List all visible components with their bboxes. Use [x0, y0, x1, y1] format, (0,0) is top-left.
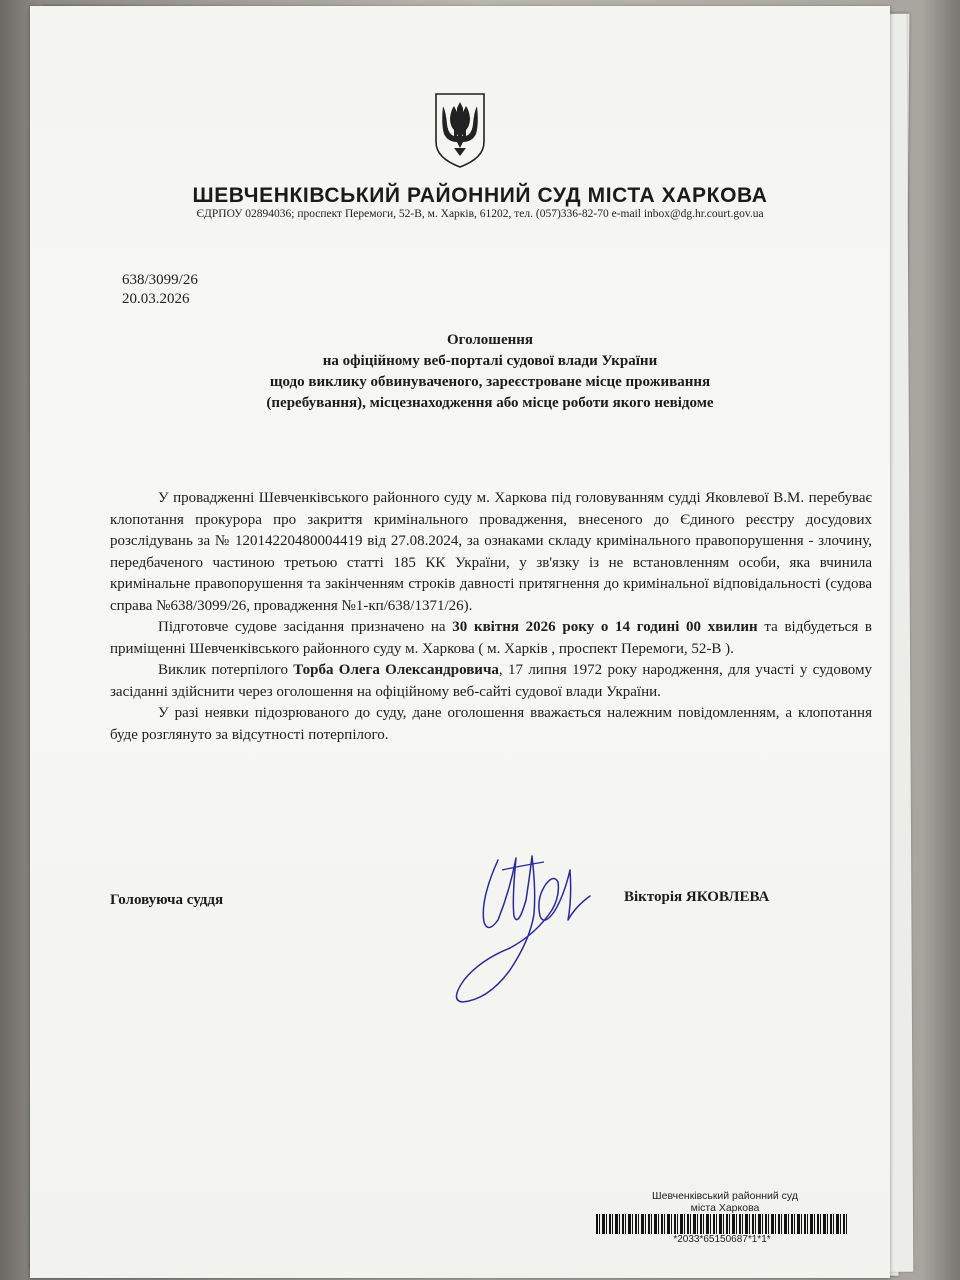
- registry-stamp: [600, 1190, 850, 1214]
- victim-name: Торба Олега Олександровича: [293, 662, 499, 678]
- stamp-line: міста Харкова: [690, 1202, 760, 1214]
- barcode-icon: [596, 1214, 848, 1234]
- stamp-line: Шевченківський районний суд: [652, 1190, 798, 1202]
- paragraph-warning: У разі неявки підозрюваного до суду, дане оголошення вважається належним повідомленням, а клопотання буде розглянуто за відсутності потерпілого.: [110, 705, 872, 743]
- announcement-body: [110, 488, 872, 746]
- text-span: Підготовче судове засідання призначено на: [158, 619, 453, 635]
- court-contacts: ЄДРПОУ 02894036; проспект Перемоги, 52-В, м. Харків, 61202, тел. (057)336-82-70 e-mail inbox@dg.hr.court.gov.ua: [196, 208, 764, 220]
- judge-name: Вікторія ЯКОВЛЕВА: [624, 889, 770, 905]
- text-span: , 17 липня 1972 року народження, для участі у судовому засіданні здійснити через оголошення на офіційному веб-сайті судової влади України.: [110, 662, 873, 700]
- presiding-judge-label: Головуюча суддя: [110, 892, 224, 908]
- barcode-number: *2033*65150687*1*1*: [673, 1234, 771, 1245]
- text-span: та відбудеться в приміщенні Шевченківського районного суду м. Харкова ( м. Харків , проспект Перемоги, 52-В ).: [110, 619, 872, 657]
- title-line: Оголошення: [446, 332, 534, 348]
- paragraph-hearing-date: [110, 617, 872, 660]
- reference-number: 638/3099/26: [122, 272, 198, 288]
- hearing-datetime: 30 квітня 2026 року о 14 годині 00 хвилин: [452, 619, 758, 635]
- trident-emblem-icon: [430, 90, 490, 170]
- court-name-heading: ШЕВЧЕНКІВСЬКИЙ РАЙОННИЙ СУД МІСТА ХАРКОВА: [192, 184, 768, 207]
- announcement-title: [180, 330, 800, 414]
- paragraph-proceedings: У провадженні Шевченківського районного суду м. Харкова під головуванням судді Яковлевої В.М. перебуває клопотання прокурора про закриття кримінального провадження, внесеного до Єдиного реєстру досудових розслідувань за № 12014220480004419 від 27.08.2024, за ознаками складу кримінального правопорушення - злочину, передбаченого частиною третьою статті 185 КК України, у зв'язку із не встановленням особи, яка вчинила кримінальне правопорушення та закінченням строків давності притягнення до кримінальної відповідальності (судова справа №638/3099/26, провадження №1-кп/638/1371/26).: [110, 490, 872, 614]
- title-line: щодо виклику обвинуваченого, зареєстроване місце проживання: [269, 374, 711, 390]
- title-line: (перебування), місцезнаходження або місце роботи якого невідоме: [266, 395, 714, 411]
- handwritten-signature-icon: [440, 830, 610, 1010]
- paragraph-summons: [110, 660, 872, 703]
- text-span: Виклик потерпілого: [158, 662, 294, 678]
- title-line: на офіційному веб-порталі судової влади України: [322, 353, 658, 369]
- reference-date: 20.03.2026: [122, 291, 190, 307]
